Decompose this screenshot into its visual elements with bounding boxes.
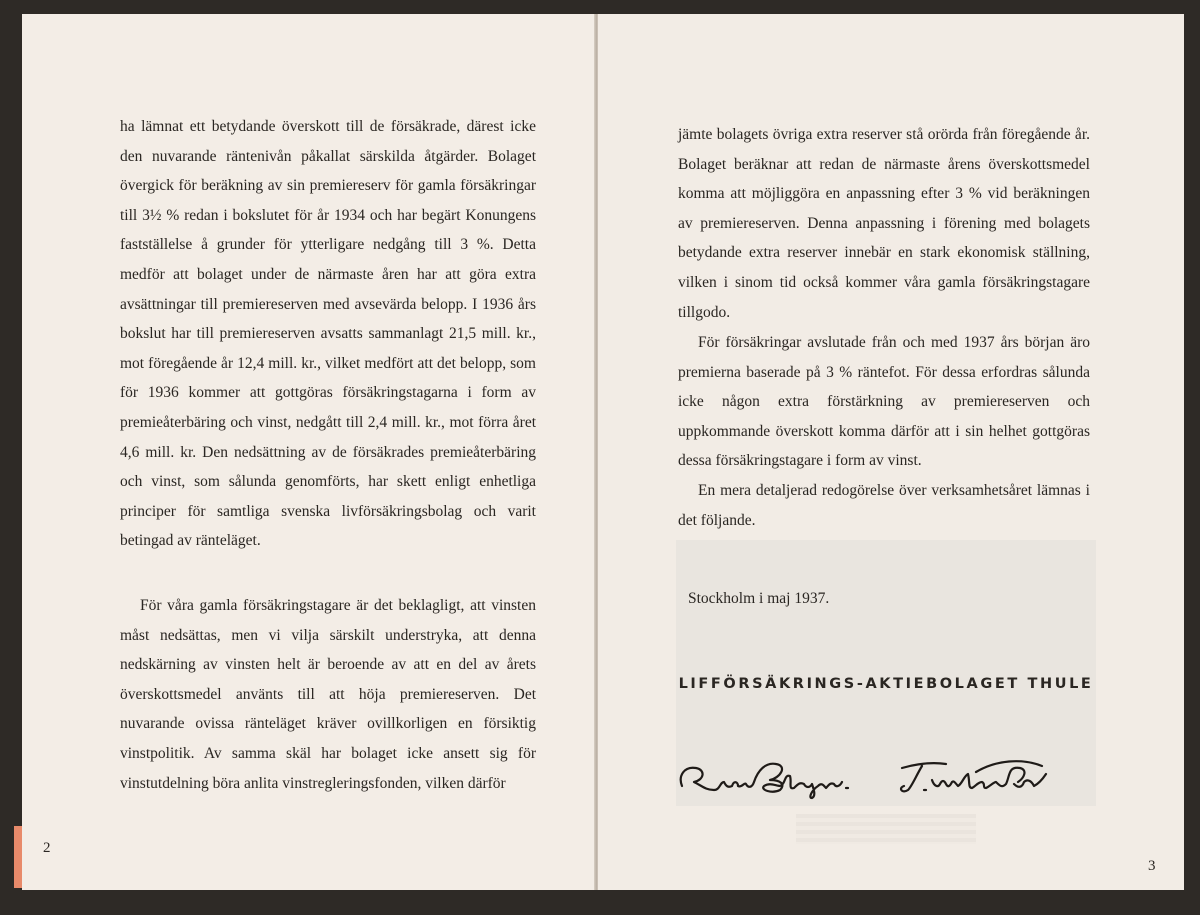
faint-print-through [796, 814, 976, 844]
page-edge-tab [14, 826, 22, 888]
signatures [676, 746, 1096, 802]
signature-panel [676, 540, 1096, 806]
left-paragraph-2: För våra gamla försäkringstagare är det beklagligt, att vinsten måst nedsättas, men vi vilja särskilt understryka, att denna nedskärning av vinsten helt är beroende av att en del av årets överskottsmedel använts till att höja premiereserven. Det nuvarande ovissa ränteläget kräver ovillkorligen en försiktig vinstpolitik. Av samma skäl har bolaget icke ansett sig för vinstutdelning böra anlita vinstregleringsfonden, vilken därför [120, 597, 536, 792]
company-name: LIFFÖRSÄKRINGS-AKTIEBOLAGET THULE [678, 676, 1094, 692]
signature-1 [681, 764, 848, 798]
place-date: Stockholm i maj 1937. [688, 590, 830, 607]
right-paragraph-2: För försäkringar avslutade från och med 1937 års början äro premierna baserade på 3 % räntefot. För dessa erfordras sålunda icke någon extra förstärkning av premiereserven och uppkommande överskott komma därför att i sin helhet gottgöras dessa försäkringstagare i form av vinst. [678, 334, 1090, 470]
left-page [22, 14, 597, 890]
signature-2 [901, 761, 1046, 791]
right-paragraph-1: jämte bolagets övriga extra reserver stå orörda från föregående år. Bolaget beräknar att redan de närmaste årens överskottsmedel komma att möjliggöra en anpassning efter 3 % vid beräkningen av premiereserven. Denna anpassning i förening med bolagets betydande extra reserver innebär en stark ekonomisk ställning, vilken i sinom tid också kommer våra gamla försäkringstagare tillgodo. [678, 126, 1090, 321]
page-number-left: 2 [43, 840, 51, 856]
right-paragraph-3: En mera detaljerad redogörelse över verksamhetsåret lämnas i det följande. [678, 482, 1090, 529]
left-paragraph-1: ha lämnat ett betydande överskott till de försäkrade, därest icke den nuvarande räntenivån påkallat särskilda åtgärder. Bolaget övergick för beräkning av sin premiereserv för gamla försäkringar till 3½ % redan i bokslutet för år 1934 och har begärt Konungens fastställelse å grunder för ytterligare nedgång till 3 %. Detta medför att bolaget under de närmaste åren har att göra extra avsättningar till premiereserven med avsevärda belopp. I 1936 års bokslut har till premiereserven avsatts sammanlagt 21,5 mill. kr., mot föregående år 12,4 mill. kr., vilket medfört att det belopp, som för 1936 kommer att gottgöras försäkringstagarna i form av premieåterbäring och vinst, nedgått till 2,4 mill. kr., mot förra året 4,6 mill. kr. Den nedsättning av de försäkrades premieåterbäring och vinst, som sålunda genomförts, har skett enligt enhetliga principer för samtliga svenska livförsäkringsbolag och varit betingad av ränteläget. [120, 118, 536, 550]
right-page [598, 14, 1184, 890]
page-number-right: 3 [1148, 858, 1156, 874]
